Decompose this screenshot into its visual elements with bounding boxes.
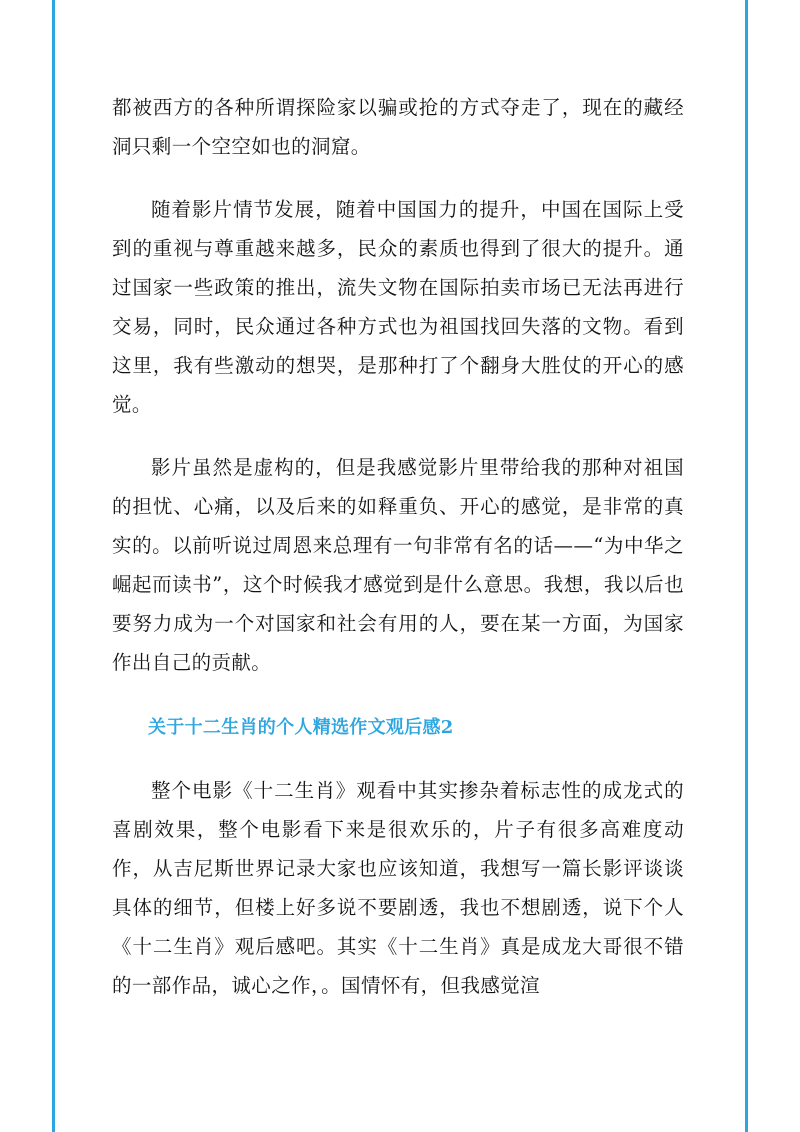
paragraph-3: 影片虽然是虚构的，但是我感觉影片里带给我的那种对祖国的担忧、心痛，以及后来的如释重负、开心的感觉，是非常的真实的。以前听说过周恩来总理有一句非常有名的话——“为中华之崛起而读书”，这个时候我才感觉到是什么意思。我想，我以后也要努力成为一个对国家和社会有用的人，要在某一方面，为国家作出自己的贡献。 <box>112 456 684 674</box>
paragraph-1: 都被西方的各种所谓探险家以骗或抢的方式夺走了，现在的藏经洞只剩一个空空如也的洞窟。 <box>112 96 684 158</box>
paragraph-spacer <box>112 424 684 448</box>
heading-spacer <box>112 682 684 708</box>
document-content <box>112 88 684 1005</box>
paragraph-2: 随着影片情节发展，随着中国国力的提升，中国在国际上受到的重视与尊重越来越多，民众的素质也得到了很大的提升。通过国家一些政策的推出，流失文物在国际拍卖市场已无法再进行交易，同时，民众通过各种方式也为祖国找回失落的文物。看到这里，我有些激动的想哭，是那种打了个翻身大胜仗的开心的感觉。 <box>112 198 684 416</box>
section-heading: 关于十二生肖的个人精选作文观后感2 <box>148 717 454 738</box>
paragraph-spacer <box>112 166 684 190</box>
paragraph-spacer <box>112 747 684 771</box>
page-border-left <box>52 0 55 1132</box>
paragraph-4: 整个电影《十二生肖》观看中其实掺杂着标志性的成龙式的喜剧效果，整个电影看下来是很欢乐的，片子有很多高难度动作，从吉尼斯世界记录大家也应该知道，我想写一篇长影评谈谈具体的细节，但楼上好多说不要剧透，我也不想剧透，说下个人《十二生肖》观后感吧。其实《十二生肖》真是成龙大哥很不错的一部作品，诚心之作，。国情怀有，但我感觉渲 <box>112 779 684 997</box>
page-border-right <box>745 0 748 1132</box>
